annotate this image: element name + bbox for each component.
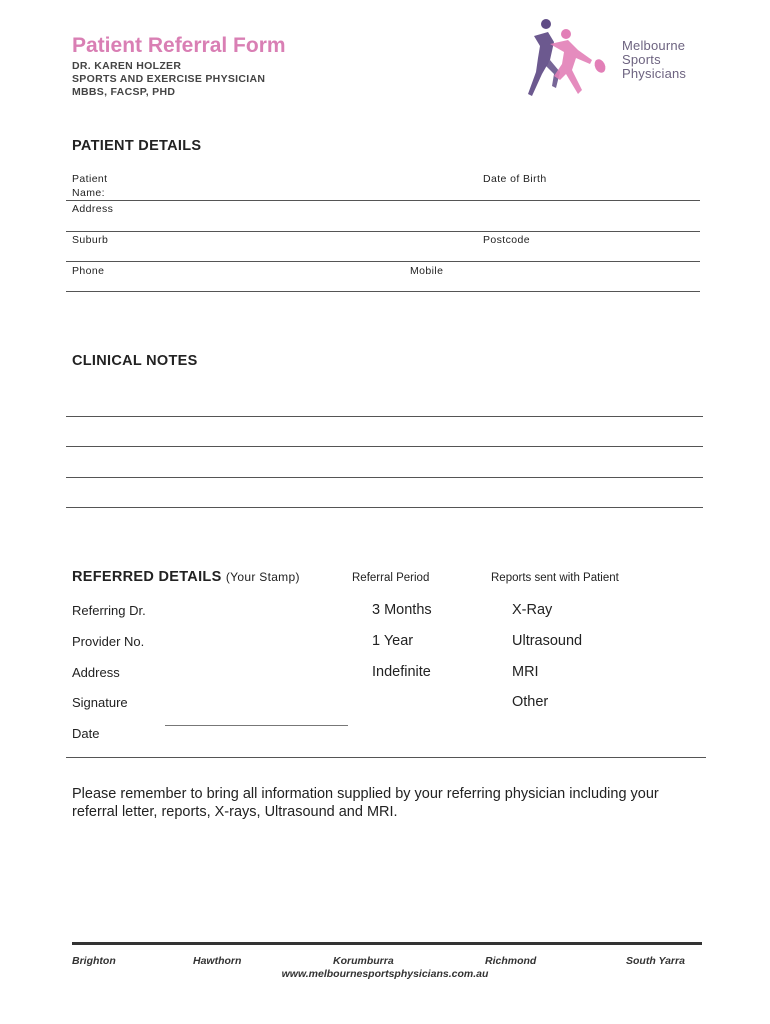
signature-field-line[interactable] xyxy=(165,725,348,726)
report-option-mri[interactable]: MRI xyxy=(512,664,539,680)
date-of-birth-label: Date of Birth xyxy=(483,173,547,185)
logo-text-sports: Sports xyxy=(622,52,661,67)
address-field-line[interactable] xyxy=(66,231,700,232)
logo-text-physicians: Physicians xyxy=(622,66,687,81)
patient-name-label-line2: Name: xyxy=(72,187,105,199)
location-south-yarra: South Yarra xyxy=(626,955,685,967)
address-label: Address xyxy=(72,203,114,215)
location-korumburra: Korumburra xyxy=(333,955,394,967)
referrer-address-label: Address xyxy=(72,665,120,680)
clinical-notes-line[interactable] xyxy=(66,507,703,508)
reports-header: Reports sent with Patient xyxy=(491,572,619,584)
location-richmond: Richmond xyxy=(485,955,537,967)
phone-label: Phone xyxy=(72,265,105,277)
period-option-3-months[interactable]: 3 Months xyxy=(372,602,432,618)
doctor-name: DR. KAREN HOLZER xyxy=(72,60,182,72)
doctor-title: SPORTS AND EXERCISE PHYSICIAN xyxy=(72,73,266,85)
patient-name-label xyxy=(72,173,108,199)
provider-no-label: Provider No. xyxy=(72,634,145,649)
clinical-notes-line[interactable] xyxy=(66,477,703,478)
referred-details-bottom-rule xyxy=(66,757,706,758)
mobile-label: Mobile xyxy=(410,265,444,277)
report-option-ultrasound[interactable]: Ultrasound xyxy=(512,633,583,649)
postcode-label: Postcode xyxy=(483,234,530,246)
reminder-note: Please remember to bring all information supplied by your referring physician including your referral letter, reports, X-rays, Ultrasound and MRI. xyxy=(72,786,659,820)
referred-details-title: REFERRED DETAILS xyxy=(72,569,222,585)
phone-field-line[interactable] xyxy=(66,291,700,292)
clinical-notes-line[interactable] xyxy=(66,416,703,417)
referring-dr-label: Referring Dr. xyxy=(72,603,146,618)
footer-divider xyxy=(72,942,702,945)
signature-label: Signature xyxy=(72,695,128,710)
period-option-indefinite[interactable]: Indefinite xyxy=(372,664,431,680)
athletes-logo-icon xyxy=(520,16,610,102)
location-brighton: Brighton xyxy=(72,955,116,967)
website-link[interactable]: www.melbournesportsphysicians.com.au xyxy=(281,968,489,980)
location-hawthorn: Hawthorn xyxy=(193,955,242,967)
report-option-xray[interactable]: X-Ray xyxy=(512,602,553,618)
patient-details-heading: PATIENT DETAILS xyxy=(72,138,202,154)
date-label: Date xyxy=(72,726,100,741)
doctor-qualifications: MBBS, FACSP, PHD xyxy=(72,86,176,98)
patient-name-label-line1: Patient xyxy=(72,173,108,185)
referred-details-heading xyxy=(72,569,300,585)
suburb-label: Suburb xyxy=(72,234,109,246)
form-title: Patient Referral Form xyxy=(72,34,286,57)
patient-name-field-line[interactable] xyxy=(66,200,700,201)
clinical-notes-heading: CLINICAL NOTES xyxy=(72,353,198,369)
report-option-other[interactable]: Other xyxy=(512,694,549,710)
referral-period-header: Referral Period xyxy=(352,572,430,584)
suburb-field-line[interactable] xyxy=(66,261,700,262)
period-option-1-year[interactable]: 1 Year xyxy=(372,633,414,649)
stamp-note: (Your Stamp) xyxy=(225,570,300,584)
logo-text-melbourne: Melbourne xyxy=(622,38,686,53)
clinical-notes-line[interactable] xyxy=(66,446,703,447)
